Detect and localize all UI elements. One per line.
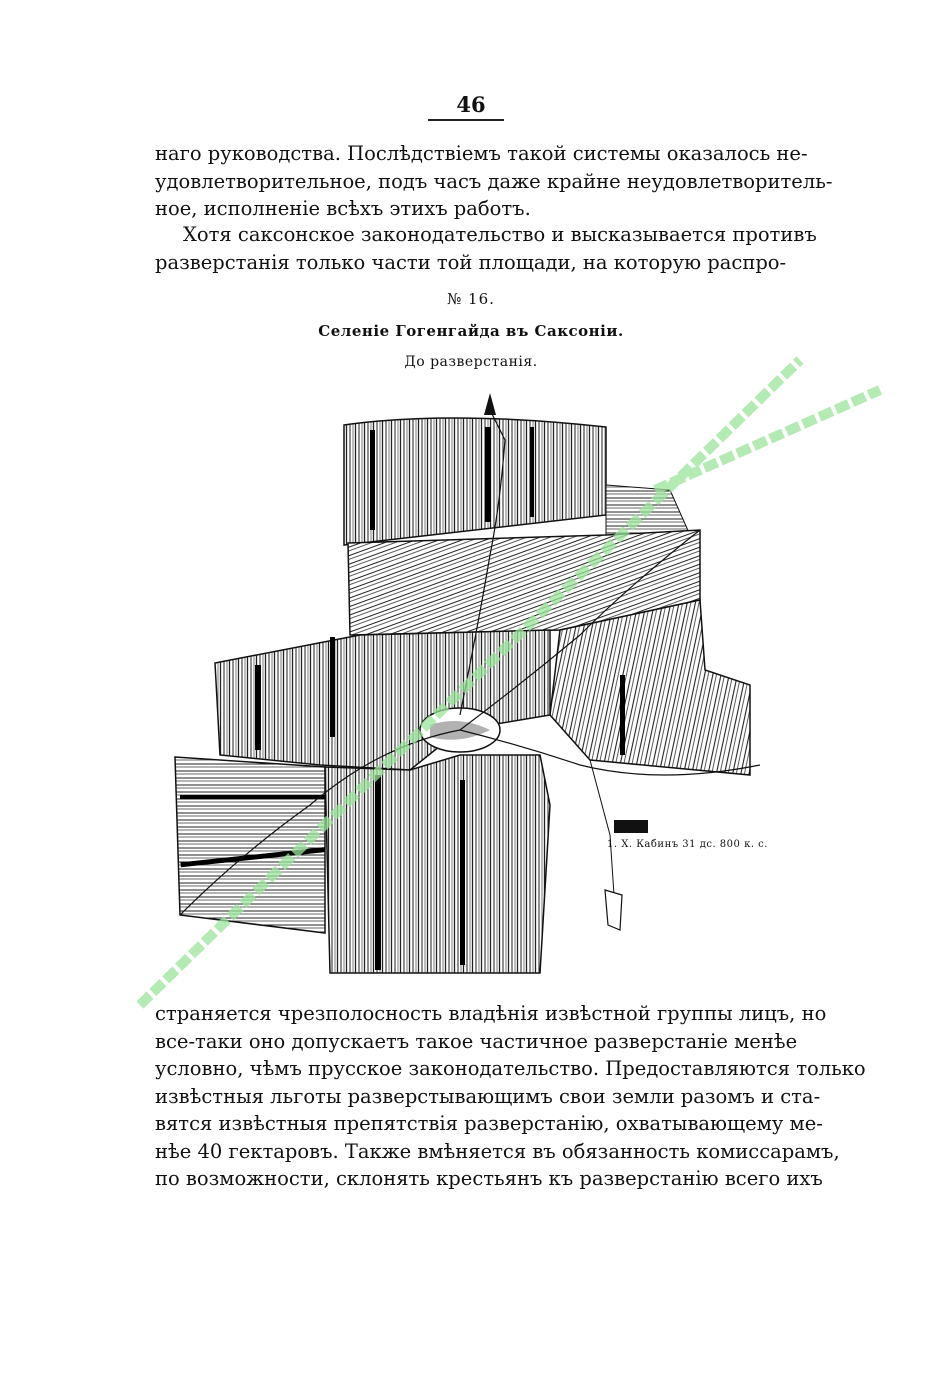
- text-line: ное, исполненіе всѣхъ этихъ работъ.: [155, 197, 531, 220]
- text-line: Хотя саксонское законодательство и высказывается противъ: [183, 223, 817, 246]
- figure-number: № 16.: [447, 290, 495, 308]
- page-number-rule: [428, 119, 504, 121]
- map-scale-label: 1. Х. Кабинъ 31 дс. 800 к. с.: [607, 839, 768, 850]
- page-number: 46: [456, 92, 486, 117]
- map-field-block: [344, 418, 606, 545]
- text-line: по возможности, склонять крестьянъ къ разверстанію всего ихъ: [155, 1167, 823, 1190]
- text-line: разверстанія только части той площади, на которую распро-: [155, 250, 787, 274]
- north-arrow-icon: [484, 393, 496, 415]
- text-line: условно, чѣмъ прусское законодательство. Предоставляются только: [155, 1057, 866, 1080]
- paragraph-top: [155, 140, 833, 223]
- direction-marker-icon: [605, 890, 622, 930]
- map-field-block: [175, 757, 325, 933]
- map-road: [590, 760, 615, 910]
- text-line: все-таки оно допускаетъ такое частичное разверстаніе менѣе: [155, 1029, 798, 1053]
- paragraph-bottom: [155, 1000, 866, 1193]
- village-field-map: [160, 385, 800, 985]
- text-line: страняется чрезполосность владѣнія извѣстной группы лицъ, но: [155, 1002, 827, 1025]
- map-field-block: [325, 755, 550, 973]
- text-line: наго руководства. Послѣдствіемъ такой системы оказалось не-: [155, 142, 808, 165]
- map-scale-bar: [614, 820, 648, 833]
- text-line: извѣстныя льготы разверстывающимъ свои земли разомъ и ста-: [155, 1084, 821, 1108]
- figure-title: Селеніе Гогенгайда въ Саксоніи.: [318, 322, 624, 340]
- map-field-block: [550, 600, 750, 775]
- figure-subtitle: До разверстанія.: [404, 354, 538, 370]
- text-line: нѣе 40 гектаровъ. Также вмѣняется въ обязанность комиссарамъ,: [155, 1139, 840, 1163]
- paragraph-second: [155, 221, 817, 276]
- text-line: вятся извѣстныя препятствія разверстанію, охватывающему ме-: [155, 1112, 823, 1135]
- text-line: удовлетворительное, подъ часъ даже крайне неудовлетворитель-: [155, 169, 833, 193]
